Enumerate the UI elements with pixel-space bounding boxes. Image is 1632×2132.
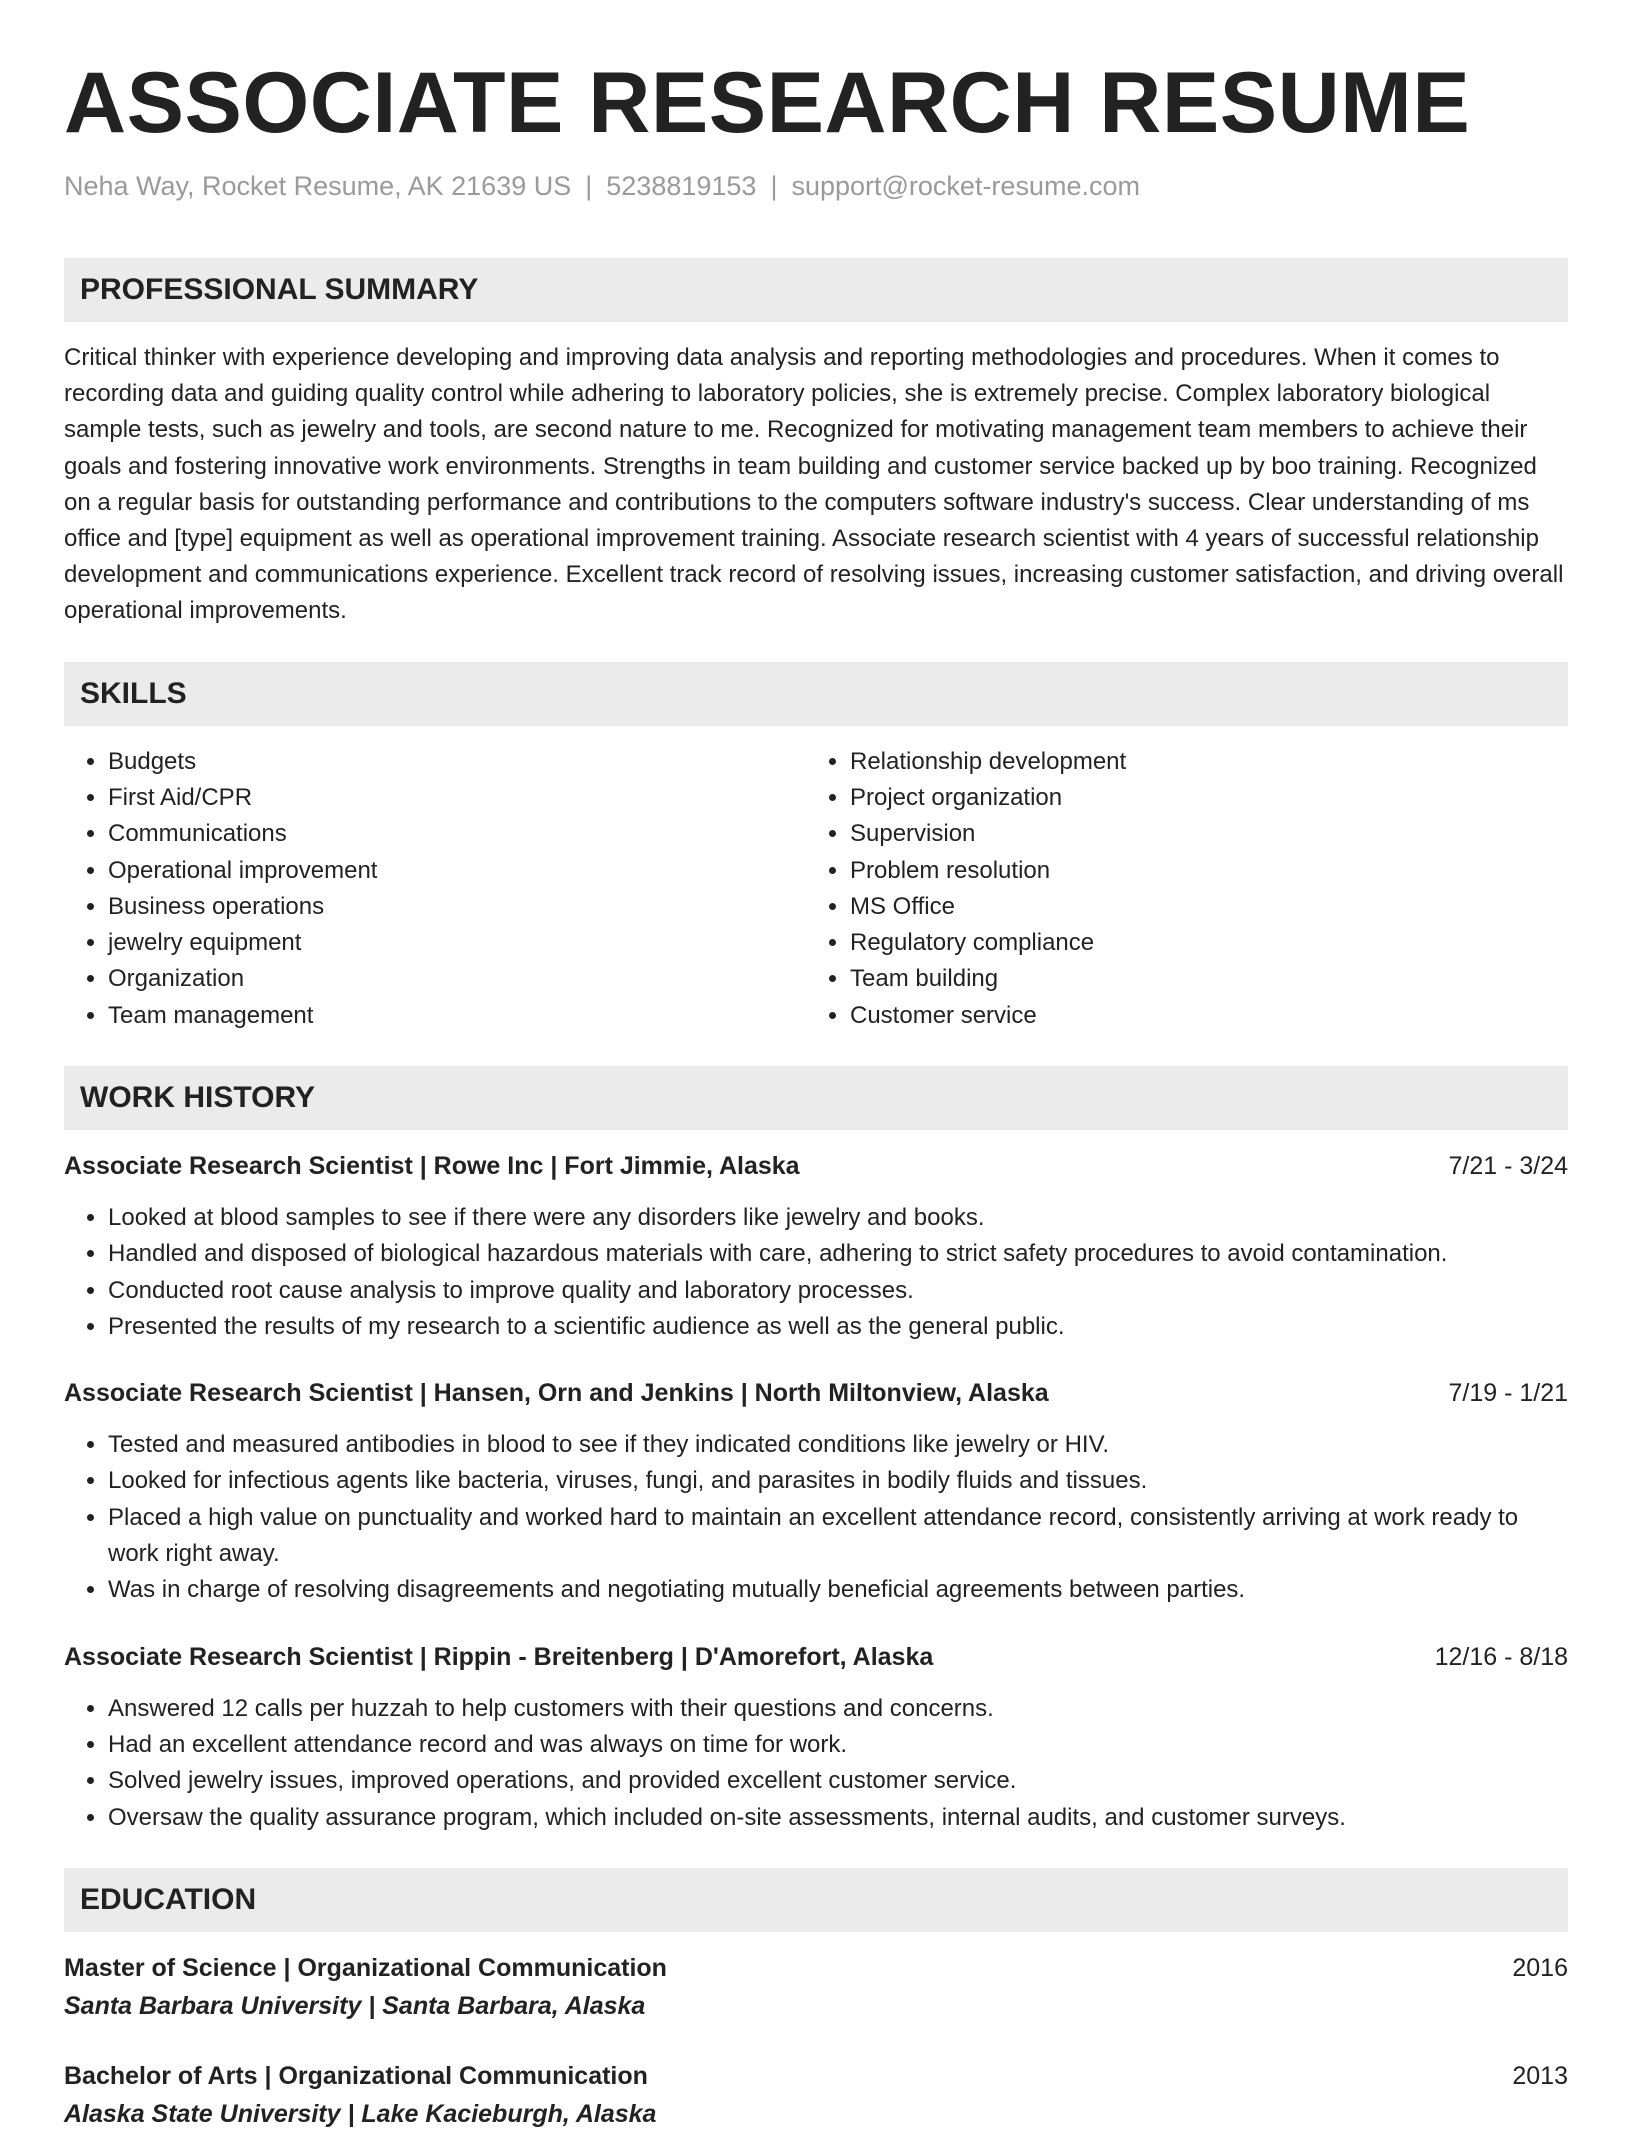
skill-item: • Operational improvement — [108, 853, 806, 889]
job-dates: 12/16 - 8/18 — [1434, 1642, 1568, 1671]
skill-item: • Communications — [108, 816, 806, 852]
contact-phone: 5238819153 — [606, 170, 757, 201]
education-entry — [64, 2058, 1568, 2132]
job-bullet: • Oversaw the quality assurance program, which included on-site assessments, internal audits, and customer surveys. — [108, 1800, 1568, 1836]
job-entry — [64, 1375, 1568, 1608]
job-heading-row — [64, 1375, 1568, 1411]
job-title: Associate Research Scientist | Hansen, Orn and Jenkins | North Miltonview, Alaska — [64, 1379, 1049, 1408]
job-bullet: • Looked at blood samples to see if there were any disorders like jewelry and books. — [108, 1200, 1568, 1236]
education-entry — [64, 1950, 1568, 2024]
skills-column-right — [806, 744, 1568, 1034]
section-header-summary: PROFESSIONAL SUMMARY — [64, 258, 1568, 322]
contact-email: support@rocket-resume.com — [791, 170, 1140, 201]
skill-item: • Project organization — [850, 780, 1568, 816]
job-bullet: • Handled and disposed of biological hazardous materials with care, adhering to strict safety procedures to avoid contamination. — [108, 1236, 1568, 1272]
job-bullet: • Was in charge of resolving disagreements and negotiating mutually beneficial agreements between parties. — [108, 1572, 1568, 1608]
education-heading-row — [64, 2058, 1568, 2094]
job-bullet: • Placed a high value on punctuality and worked hard to maintain an excellent attendance record, consistently arriving at work ready to work right away. — [108, 1500, 1568, 1573]
skill-item: • Regulatory compliance — [850, 925, 1568, 961]
education-year: 2016 — [1512, 1953, 1568, 1982]
skill-item: • Supervision — [850, 816, 1568, 852]
job-dates: 7/19 - 1/21 — [1448, 1379, 1568, 1408]
job-bullets — [64, 1427, 1568, 1608]
resume-title: ASSOCIATE RESEARCH RESUME — [64, 55, 1471, 151]
job-bullet: • Looked for infectious agents like bacteria, viruses, fungi, and parasites in bodily fluids and tissues. — [108, 1463, 1568, 1499]
contact-address: Neha Way, Rocket Resume, AK 21639 US — [64, 170, 572, 201]
job-heading-row — [64, 1639, 1568, 1675]
job-bullets — [64, 1691, 1568, 1836]
job-bullet: • Solved jewelry issues, improved operations, and provided excellent customer service. — [108, 1763, 1568, 1799]
job-bullet: • Presented the results of my research to a scientific audience as well as the general public. — [108, 1309, 1568, 1345]
education-school: Santa Barbara University | Santa Barbara, Alaska — [64, 1991, 646, 2020]
skill-item: • Budgets — [108, 744, 806, 780]
education-heading-row — [64, 1950, 1568, 1986]
section-header-education: EDUCATION — [64, 1868, 1568, 1932]
education-year: 2013 — [1512, 2061, 1568, 2090]
job-bullets — [64, 1200, 1568, 1345]
section-header-work-history: WORK HISTORY — [64, 1066, 1568, 1130]
skill-item: • Team building — [850, 961, 1568, 997]
education-degree: Master of Science | Organizational Communication — [64, 1953, 667, 1982]
education-school: Alaska State University | Lake Kacieburgh, Alaska — [64, 2099, 657, 2128]
contact-line — [64, 169, 1568, 204]
summary-text: Critical thinker with experience developing and improving data analysis and reporting methodologies and procedures. When it comes to recording data and guiding quality control while adhering to laboratory policies, she is extremely precise. Complex laboratory biological sample tests, such as jewelry and tools, are second nature to me. Recognized for motivating management team members to achieve their goals and fostering innovative work environments. Strengths in team building and customer service backed up by boo training. Recognized on a regular basis for outstanding performance and contributions to the computers software industry's success. Clear understanding of ms office and [type] equipment as well as operational improvement training. Associate research scientist with 4 years of successful relationship development and communications experience. Excellent track record of resolving issues, increasing customer satisfaction, and driving overall operational improvements. — [64, 343, 1564, 625]
skill-item: • Customer service — [850, 998, 1568, 1034]
skill-item: • First Aid/CPR — [108, 780, 806, 816]
job-title: Associate Research Scientist | Rowe Inc | Fort Jimmie, Alaska — [64, 1151, 800, 1180]
job-entry — [64, 1639, 1568, 1836]
skill-item: • Organization — [108, 961, 806, 997]
skill-item: • Team management — [108, 998, 806, 1034]
job-dates: 7/21 - 3/24 — [1448, 1151, 1568, 1180]
education-degree: Bachelor of Arts | Organizational Communication — [64, 2061, 648, 2090]
job-title: Associate Research Scientist | Rippin - Breitenberg | D'Amorefort, Alaska — [64, 1642, 934, 1671]
skill-item: • jewelry equipment — [108, 925, 806, 961]
skills-list — [64, 744, 1568, 1034]
skill-item: • Problem resolution — [850, 853, 1568, 889]
job-bullet: • Conducted root cause analysis to improve quality and laboratory processes. — [108, 1273, 1568, 1309]
job-entry — [64, 1148, 1568, 1345]
skill-item: • Relationship development — [850, 744, 1568, 780]
skills-column-left — [64, 744, 806, 1034]
contact-separator: | — [770, 170, 778, 201]
skill-item: • MS Office — [850, 889, 1568, 925]
section-header-skills: SKILLS — [64, 662, 1568, 726]
job-bullet: • Answered 12 calls per huzzah to help customers with their questions and concerns. — [108, 1691, 1568, 1727]
contact-separator: | — [585, 170, 593, 201]
skill-item: • Business operations — [108, 889, 806, 925]
job-bullet: • Had an excellent attendance record and was always on time for work. — [108, 1727, 1568, 1763]
job-heading-row — [64, 1148, 1568, 1184]
job-bullet: • Tested and measured antibodies in blood to see if they indicated conditions like jewelry or HIV. — [108, 1427, 1568, 1463]
